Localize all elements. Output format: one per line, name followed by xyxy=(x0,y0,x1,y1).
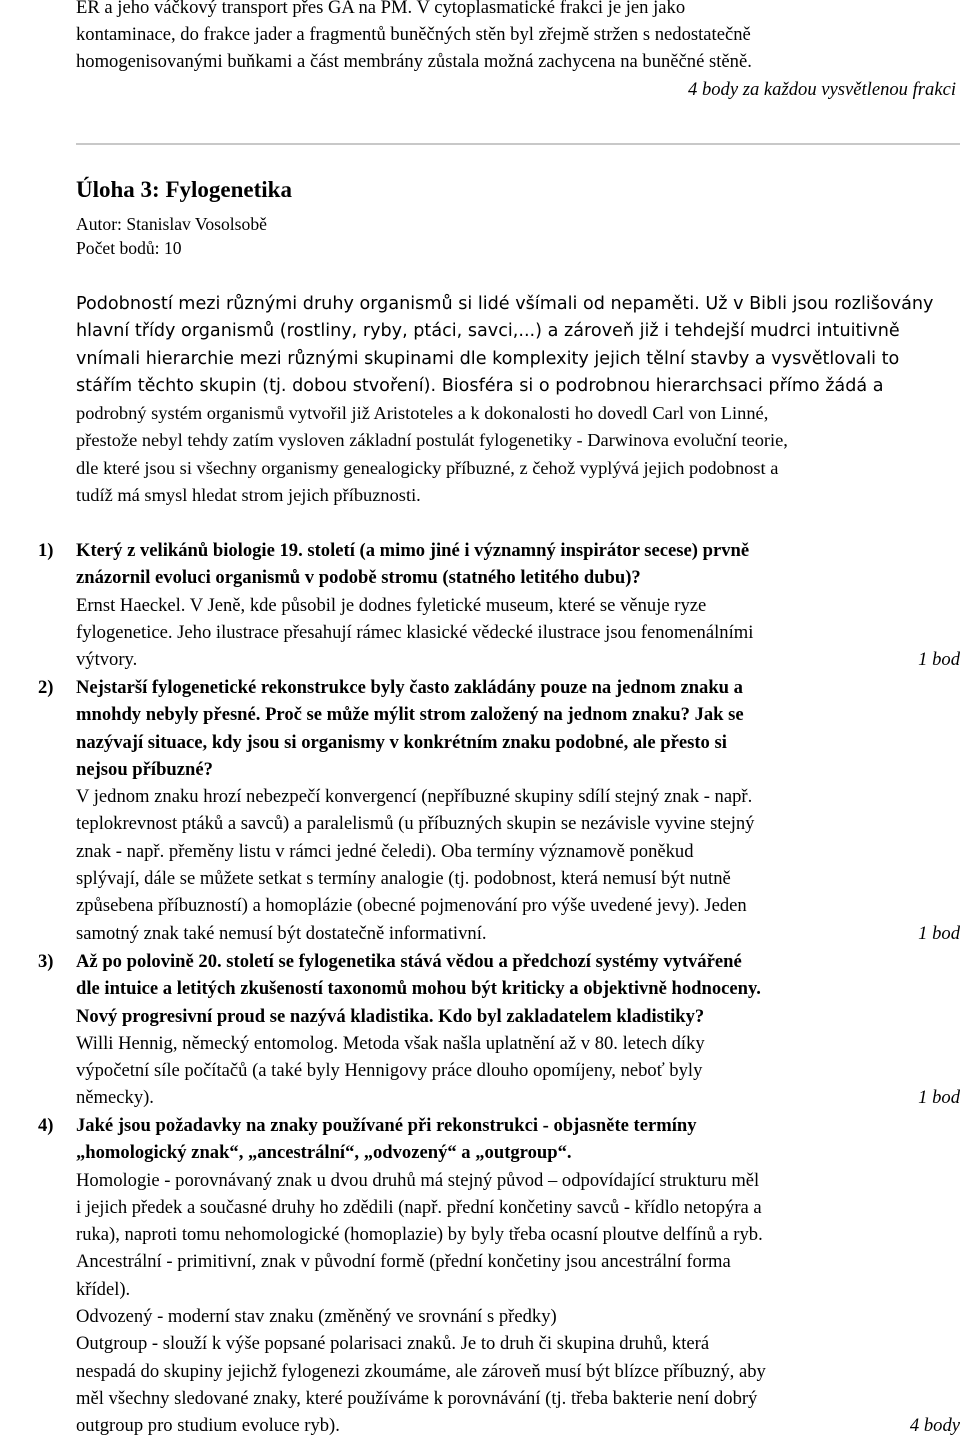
answer-line: Ancestrální - primitivní, znak v původní formě (přední končetiny jsou ancestrální forma xyxy=(76,1251,731,1273)
previous-answer-paragraph xyxy=(76,0,956,103)
question-number: 2) xyxy=(38,677,54,698)
score-label: 1 bod xyxy=(918,922,960,944)
question-line: Který z velikánů biologie 19. století (a mimo jiné i významný inspirátor secese) prvně xyxy=(76,540,750,561)
answer-line: splývají, dále se můžete setkat s termíny analogie (tj. podobnost, která nemusí být nutně xyxy=(76,868,731,890)
question-body xyxy=(76,674,960,947)
score-label: 1 bod xyxy=(918,649,960,671)
question-1 xyxy=(38,537,960,673)
text-line: homogenisovanými buňkami a část membrány zůstala možná zachycena na buněčné stěně. xyxy=(76,51,752,73)
question-line: Nejstarší fylogenetické rekonstrukce byly často zakládány pouze na jednom znaku a xyxy=(76,677,743,698)
question-line: mnohdy nebyly přesné. Proč se může mýlit strom založený na jednom znaku? Jak se xyxy=(76,704,744,726)
intro-line: přestože nebyl tehdy zatím vysloven základní postulát fylogenetiky - Darwinova evoluční teorie, xyxy=(76,430,788,451)
question-4 xyxy=(38,1112,960,1440)
section-divider xyxy=(76,143,960,145)
text-line: ER a jeho váčkový transport přes GA na PM. V cytoplasmatické frakci je jen jako xyxy=(76,0,686,18)
intro-line: dle které jsou si všechny organismy genealogicky příbuzné, z čehož vyplývá jejich podobnost a xyxy=(76,457,779,478)
answer-line: ruka), naproti tomu nehomologické (homoplazie) by byly třeba ocasní ploutve delfínů a ryb. xyxy=(76,1224,763,1246)
question-line: Jaké jsou požadavky na znaky používané při rekonstrukci - objasněte termíny xyxy=(76,1115,697,1136)
question-line: Nový progresivní proud se nazývá kladistika. Kdo byl zakladatelem kladistiky? xyxy=(76,1005,705,1027)
score-label: 4 body xyxy=(909,1415,960,1437)
question-number: 3) xyxy=(38,951,54,972)
answer-line: V jednom znaku hrozí nebezpečí konvergencí (nepříbuzné skupiny sdílí stejný znak - např. xyxy=(76,786,753,808)
question-body xyxy=(76,1112,960,1440)
answer-line: Odvozený - moderní stav znaku (změněný ve srovnání s předky) xyxy=(76,1306,557,1328)
answer-line: Ernst Haeckel. V Jeně, kde působil je dodnes fyletické museum, které se věnuje ryze xyxy=(76,594,707,616)
answer-line: měl všechny sledované znaky, které používáme k porovnávání (tj. třeba bakterie není dobrý xyxy=(76,1387,758,1409)
answer-line: samotný znak také nemusí být dostatečně informativní. xyxy=(76,922,487,944)
intro-line: vnímali hierarchie mezi různými skupinami dle komplexity jejich tělní stavby a vysvětlovali to xyxy=(76,348,900,369)
score-label: 1 bod xyxy=(918,1087,960,1109)
intro-line: podrobný systém organismů vytvořil již Aristoteles a k dokonalosti ho dovedl Carl von Linné, xyxy=(76,403,769,424)
answer-line: fylogenetice. Jeho ilustrace přesahují rámec klasické vědecké ilustrace jsou fenomenálními xyxy=(76,621,754,643)
answer-line: Homologie - porovnávaný znak u dvou druhů má stejný původ – odpovídající strukturu měl xyxy=(76,1169,760,1191)
intro-line: hlavní třídy organismů (rostliny, ryby, ptáci, savci,...) a zároveň již i tehdejší mudrci intuitivně xyxy=(76,321,900,342)
answer-line: výtvory. xyxy=(76,649,138,671)
question-line: Až po polovině 20. století se fylogenetika stává vědou a předchozí systémy vytvářené xyxy=(76,951,742,972)
intro-line: tudíž má smysl hledat strom jejich příbuznosti. xyxy=(76,485,421,506)
answer-line: i jejich předek a současné druhy ho zdědili (např. přední končetiny savců - křídlo netopýra a xyxy=(76,1196,762,1218)
question-body xyxy=(76,948,960,1112)
answer-line: křídel). xyxy=(76,1278,131,1300)
answer-line: outgroup pro studium evoluce ryb). xyxy=(76,1415,340,1437)
task-author: Autor: Stanislav Vosolsobě xyxy=(76,214,267,234)
intro-paragraph xyxy=(76,291,960,509)
intro-line: Podobností mezi různými druhy organismů si lidé všímali od nepaměti. Už v Bibli jsou rozlišovány xyxy=(76,294,934,314)
answer-final-line xyxy=(76,920,960,947)
question-line: „homologický znak“, „ancestrální“, „odvozený“ a „outgroup“. xyxy=(76,1142,572,1164)
question-line: nejsou příbuzné? xyxy=(76,758,213,780)
question-number: 4) xyxy=(38,1115,54,1136)
answer-line: nespadá do skupiny jejichž fylogenezi zkoumáme, ale zároveň musí být blízce příbuzný, aby xyxy=(76,1360,766,1382)
task-title: Úloha 3: Fylogenetika xyxy=(76,177,292,202)
answer-line: způsebena příbuzností) a homoplázie (obecné pojmenování pro výše uvedené jevy). Jeden xyxy=(76,895,747,917)
answer-final-line xyxy=(76,1084,960,1111)
answer-line: německy). xyxy=(76,1087,154,1109)
question-3 xyxy=(38,948,960,1112)
answer-final-line xyxy=(76,1412,960,1439)
answer-line: Outgroup - slouží k výše popsané polarisaci znaků. Je to druh či skupina druhů, která xyxy=(76,1333,710,1355)
intro-line: stářím těchto skupin (tj. dobou stvoření). Biosféra si o podrobnou hierarchsaci přímo žádá a xyxy=(76,375,884,396)
answer-line: znak - např. přeměny listu v rámci jedné čeledi). Oba termíny významově poněkud xyxy=(76,840,694,862)
question-line: dle intuice a letitých zkušeností taxonomů mohou být kriticky a objektivně hodnoceny. xyxy=(76,978,761,1000)
question-2 xyxy=(38,674,960,947)
text-line: kontaminace, do frakce jader a fragmentů buněčných stěn byl zřejmě stržen s nedostatečně xyxy=(76,24,751,46)
question-number: 1) xyxy=(38,540,54,561)
question-line: znázornil evoluci organismů v podobě stromu (statného letitého dubu)? xyxy=(76,567,641,589)
answer-line: Willi Hennig, německý entomolog. Metoda však našla uplatnění až v 80. letech díky xyxy=(76,1032,705,1054)
question-line: nazývají situace, kdy jsou si organismy v konkrétním znaku podobné, ale přesto si xyxy=(76,731,727,753)
answer-line: výpočetní síle počítačů (a také byly Hennigovy práce dlouho opomíjeny, neboť byly xyxy=(76,1060,703,1082)
answer-final-line xyxy=(76,646,960,673)
task-points: Počet bodů: 10 xyxy=(76,238,182,258)
answer-line: teplokrevnost ptáků a savců) a paralelismů (u příbuzných skupin se nezávisle vyvine stejný xyxy=(76,813,755,835)
score-label: 4 body za každou vysvětlenou frakci xyxy=(688,78,956,100)
question-body xyxy=(76,537,960,673)
